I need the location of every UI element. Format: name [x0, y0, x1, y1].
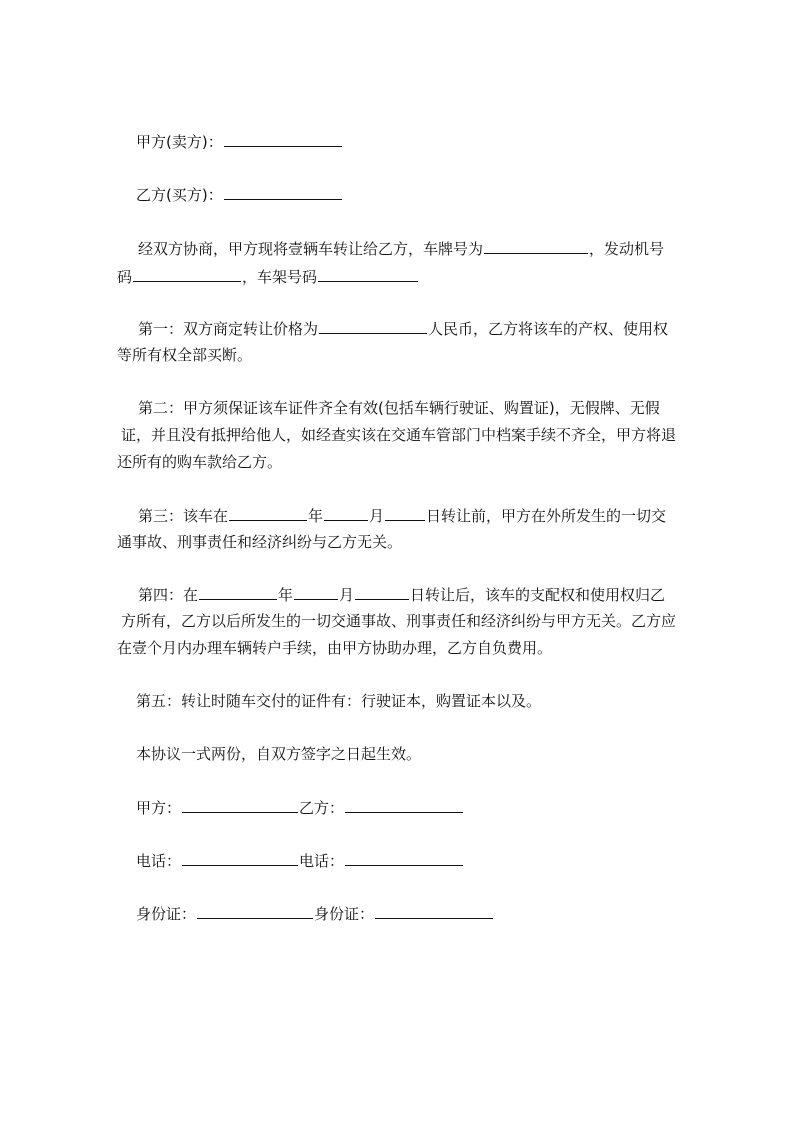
clause3-month-blank [324, 504, 368, 521]
clause3-year-blank [229, 504, 307, 521]
clause2-text-1: 第二：甲方须保证该车证件齐全有效(包括车辆行驶证、购置证)，无假牌、无假 [138, 399, 660, 417]
clause4-year-label: 年 [278, 586, 294, 604]
intro-text-1a: 经双方协商，甲方现将壹辆车转让给乙方，车牌号为 [138, 240, 484, 258]
phone-a-label: 电话： [136, 852, 182, 870]
clause4-text-3: 在壹个月内办理车辆转户手续，由甲方协助办理，乙方自负费用。 [117, 639, 553, 657]
clause4-day-blank [355, 583, 409, 600]
clause1-line-1 [138, 317, 668, 339]
clause1-text-2: 等所有权全部买断。 [117, 346, 253, 364]
party-a-seller-line [136, 130, 343, 152]
signature-party-b-blank [345, 796, 463, 813]
id-a-label: 身份证： [136, 905, 197, 923]
signature-party-b-label: 乙方： [299, 799, 345, 817]
price-blank [319, 317, 427, 334]
clause1-line-2 [117, 344, 252, 366]
effective-line [136, 743, 421, 765]
intro-line-2 [117, 265, 419, 287]
clause3-line-2 [117, 531, 402, 553]
clause5-line [136, 690, 541, 712]
party-b-buyer-blank [224, 183, 342, 200]
clause4-line-1 [138, 583, 665, 605]
intro-text-2a: 码 [117, 268, 133, 286]
clause2-text-3: 还所有的购车款给乙方。 [117, 453, 283, 471]
intro-line-1 [138, 237, 664, 259]
clause4-text-1b: 日转让后，该车的支配权和使用权归乙 [410, 586, 666, 604]
clause4-year-blank [199, 583, 277, 600]
clause2-line-1 [138, 397, 660, 419]
clause4-month-label: 月 [339, 586, 355, 604]
signature-party-a-blank [182, 796, 298, 813]
id-b-label: 身份证： [314, 905, 375, 923]
clause4-month-blank [294, 583, 338, 600]
clause3-text-2: 通事故、刑事责任和经济纠纷与乙方无关。 [117, 533, 403, 551]
clause2-line-3 [117, 451, 282, 473]
party-b-buyer-line [136, 183, 343, 205]
id-a-blank [197, 902, 313, 919]
effective-text: 本协议一式两份，自双方签字之日起生效。 [136, 745, 422, 763]
clause3-line-1 [138, 504, 666, 526]
intro-text-2b: ，车架号码 [242, 268, 318, 286]
clause3-text-1a: 第三：该车在 [138, 507, 229, 525]
signature-id-line [136, 902, 494, 924]
intro-text-1b: ，发动机号 [589, 240, 665, 258]
clause1-text-1b: 人民币，乙方将该车的产权、使用权 [428, 320, 669, 338]
engine-number-blank [133, 265, 241, 282]
clause4-text-1a: 第四：在 [138, 586, 199, 604]
clause4-line-2 [121, 610, 676, 632]
clause2-line-2 [121, 424, 676, 446]
signature-party-a-label: 甲方： [136, 799, 182, 817]
phone-b-label: 电话： [299, 852, 345, 870]
clause4-text-2: 方所有，乙方以后所发生的一切交通事故、刑事责任和经济纠纷与甲方无关。乙方应 [121, 612, 677, 630]
clause5-text: 第五：转让时随车交付的证件有：行驶证本，购置证本以及。 [136, 692, 542, 710]
signature-party-line [136, 796, 464, 818]
clause4-line-3 [117, 637, 552, 659]
phone-a-blank [182, 849, 298, 866]
id-b-blank [375, 902, 493, 919]
clause3-day-blank [385, 504, 425, 521]
clause3-year-label: 年 [308, 507, 324, 525]
clause3-text-1b: 日转让前，甲方在外所发生的一切交 [426, 507, 667, 525]
clause3-month-label: 月 [369, 507, 385, 525]
signature-phone-line [136, 849, 464, 871]
clause2-text-2: 证，并且没有抵押给他人，如经查实该在交通车管部门中档案手续不齐全，甲方将退 [121, 426, 677, 444]
clause1-text-1a: 第一：双方商定转让价格为 [138, 320, 319, 338]
phone-b-blank [345, 849, 463, 866]
party-a-seller-blank [224, 130, 342, 147]
frame-number-blank [318, 265, 418, 282]
party-b-buyer-label: 乙方(买方)： [136, 186, 223, 204]
party-a-seller-label: 甲方(卖方)： [136, 133, 223, 151]
plate-number-blank [484, 237, 588, 254]
